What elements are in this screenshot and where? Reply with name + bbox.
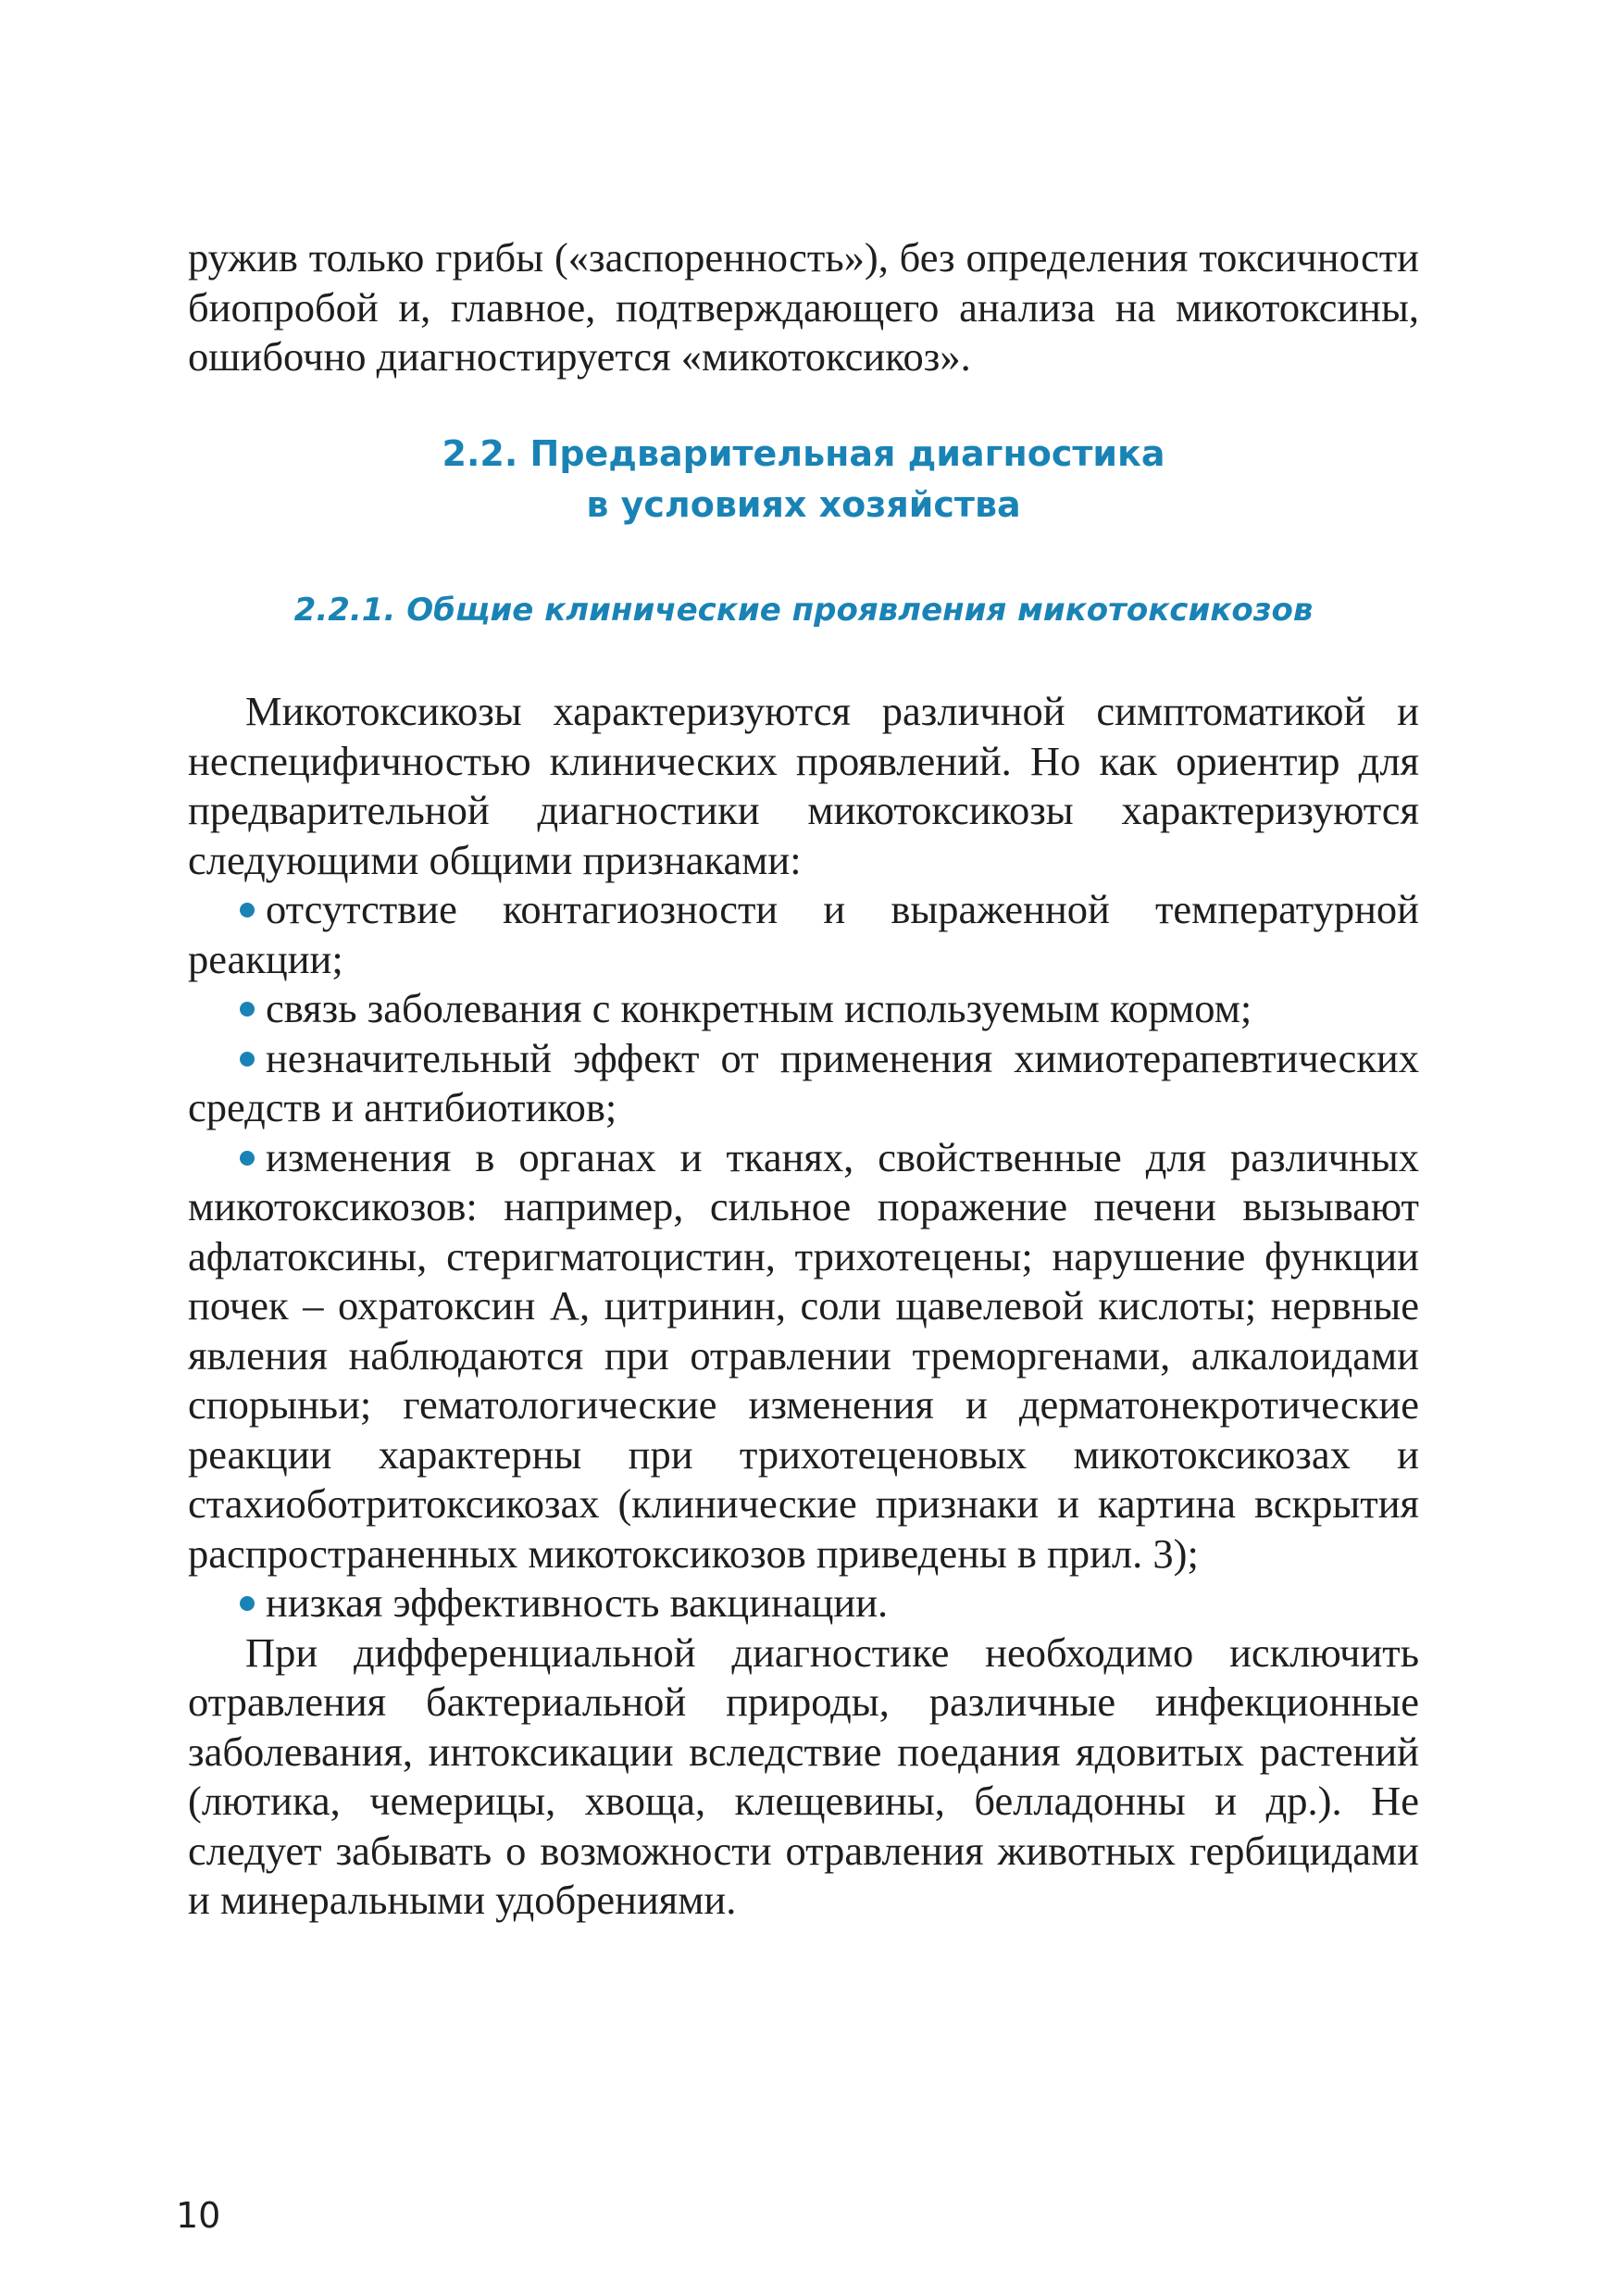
list-item	[188, 1133, 1419, 1579]
page-number: 10	[176, 2195, 221, 2236]
section-heading-line2: в условиях хозяйства	[586, 484, 1021, 525]
list-item-text: низкая эффективность вакцинации.	[266, 1579, 889, 1626]
main-body	[188, 687, 1419, 1926]
bullet-icon	[240, 1151, 255, 1166]
intro-paragraph: ружив только грибы («заспоренность»), без определения токсичности биопробой и, главное, подтверждающего анализа на микотоксины, ошибочно диагностируется «микотоксикоз».	[188, 234, 1419, 380]
list-item-text: изменения в органах и тканях, свойственные для различных микотоксикозов: например, сильное поражение печени вызывают афлатоксины, стеригматоцистин, трихотецены; нарушение функции почек – охратоксин А, цитринин, соли щавелевой кислоты; нервные явления наблюдаются при отравлении треморгенами, алкалоидами спорыньи; гематологические изменения и дерматонекротические реакции характерны при трихотеценовых микотоксикозах и стахиоботритоксикозах (клинические признаки и картина вскрытия распространенных микотоксикозов приведены в прил. 3);	[188, 1133, 1419, 1577]
subsection-heading: 2.2.1. Общие клинические проявления микотоксикозов	[293, 592, 1314, 629]
list-item	[188, 1034, 1419, 1133]
closing-paragraph: При дифференциальной диагностике необходимо исключить отравления бактериальной природы, различные инфекционные заболевания, интоксикации вследствие поедания ядовитых растений (лютика, чемерицы, хвоща, клещевины, белладонны и др.). Не следует забывать о возможности отравления животных гербицидами и минеральными удобрениями.	[188, 1628, 1419, 1923]
bullet-icon	[240, 1002, 255, 1017]
list-item-text: отсутствие контагиозности и выраженной температурной реакции;	[188, 886, 1419, 982]
list-item	[188, 984, 1419, 1034]
list-item	[188, 1578, 1419, 1628]
list-item	[188, 885, 1419, 984]
lead-paragraph: Микотоксикозы характеризуются различной симптоматикой и неспецифичностью клинических проявлений. Но как ориентир для предварительной диагностики микотоксикозы характеризуются следующими общими признаками:	[188, 688, 1419, 883]
list-item-text: незначительный эффект от применения химиотерапевтических средств и антибиотиков;	[188, 1034, 1419, 1130]
bullet-icon	[240, 1596, 255, 1611]
bullet-icon	[240, 903, 255, 917]
list-item-text: связь заболевания с конкретным используемым кормом;	[266, 985, 1252, 1031]
section-heading	[188, 429, 1419, 530]
intro-block	[188, 233, 1419, 382]
section-heading-line1: 2.2. Предварительная диагностика	[442, 433, 1165, 474]
bullet-icon	[240, 1052, 255, 1067]
